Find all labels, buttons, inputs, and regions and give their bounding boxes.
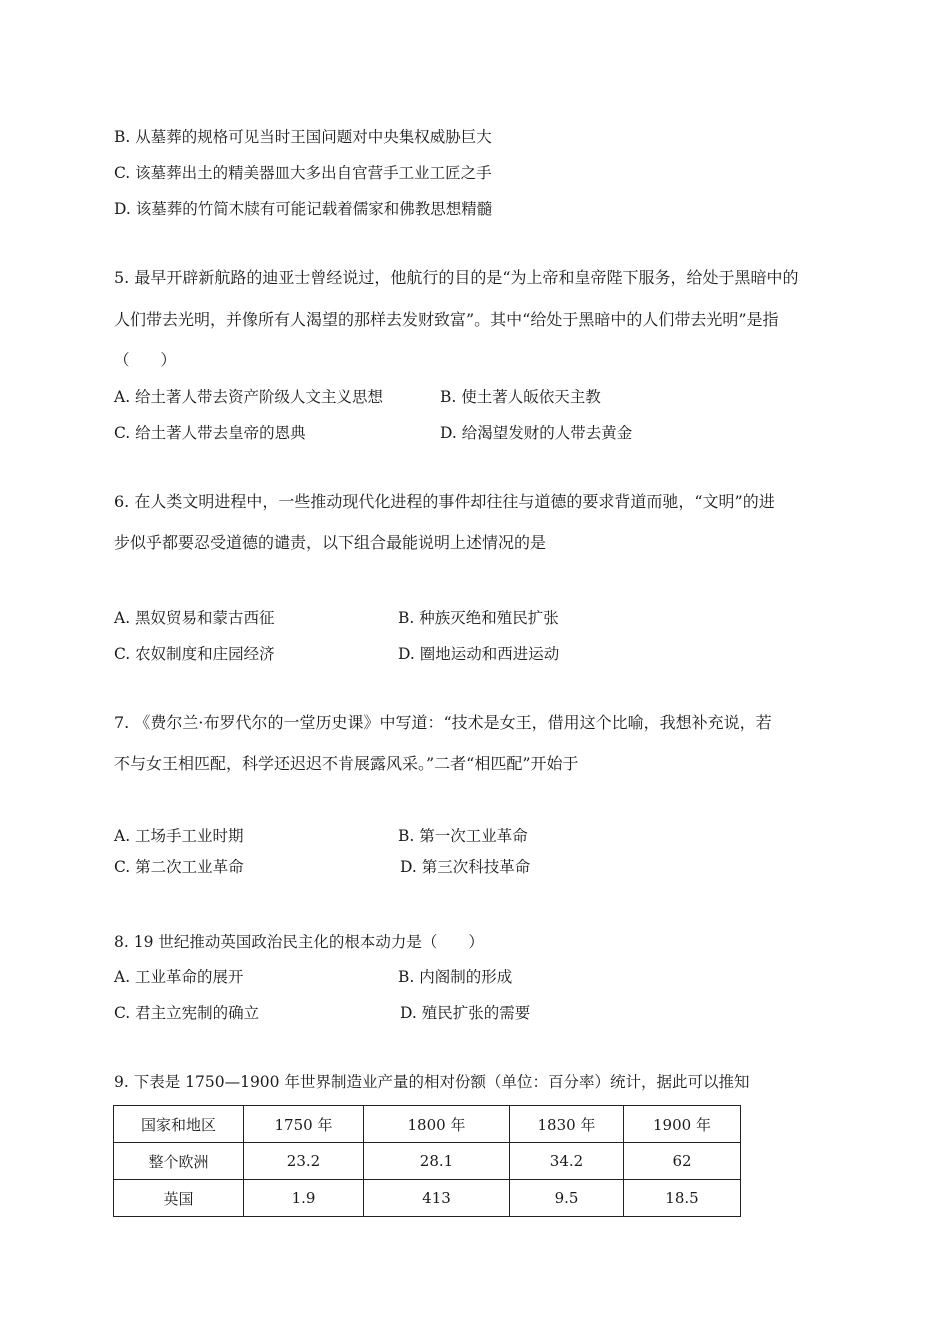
- q5-option-c: C. 给土著人带去皇帝的恩典: [114, 424, 306, 442]
- q8-stem: 8. 19 世纪推动英国政治民主化的根本动力是（ ）: [114, 933, 484, 951]
- table-cell: 18.5: [624, 1180, 741, 1217]
- manufacturing-share-table: [113, 1105, 741, 1217]
- q6-stem-line2: 步似乎都要忍受道德的谴责，以下组合最能说明上述情况的是: [114, 533, 547, 552]
- table-cell: 23.2: [244, 1143, 364, 1180]
- q8-option-b: B. 内阁制的形成: [398, 968, 513, 986]
- q8-option-c: C. 君主立宪制的确立: [114, 1004, 260, 1022]
- q4-option-b: B. 从墓葬的规格可见当时王国问题对中央集权威胁巨大: [114, 128, 492, 146]
- table-header-row: [114, 1106, 741, 1143]
- q4-option-c: C. 该墓葬出土的精美器皿大多出自官营手工业工匠之手: [114, 164, 492, 182]
- table-cell: 62: [624, 1143, 741, 1180]
- table-cell: 413: [364, 1180, 510, 1217]
- q5-option-a: A. 给土著人带去资产阶级人文主义思想: [114, 388, 384, 406]
- q6-option-b: B. 种族灭绝和殖民扩张: [398, 609, 559, 627]
- q7-stem-line2: 不与女王相匹配，科学还迟迟不肯展露风采。”二者“相匹配”开始于: [114, 754, 579, 773]
- q8-option-a: A. 工业革命的展开: [114, 968, 244, 986]
- q5-option-d: D. 给渴望发财的人带去黄金: [440, 424, 633, 442]
- table-cell: 整个欧洲: [114, 1143, 244, 1180]
- q7-stem-line1: 7. 《费尔兰·布罗代尔的一堂历史课》中写道：“技术是女王，借用这个比喻，我想补充说，若: [114, 713, 772, 732]
- table-cell: 34.2: [510, 1143, 624, 1180]
- q7-option-a: A. 工场手工业时期: [114, 827, 244, 845]
- table-cell: 28.1: [364, 1143, 510, 1180]
- q5-stem-line2: 人们带去光明，并像所有人渴望的那样去发财致富”。其中“给处于黑暗中的人们带去光明”是指: [114, 310, 779, 329]
- table-header-cell: 国家和地区: [114, 1106, 244, 1143]
- q5-stem-line1: 5. 最早开辟新航路的迪亚士曾经说过，他航行的目的是“为上帝和皇帝陛下服务，给处于黑暗中的: [114, 268, 799, 287]
- table-header-cell: 1830 年: [510, 1106, 624, 1143]
- q6-option-c: C. 农奴制度和庄园经济: [114, 645, 275, 663]
- table-header-cell: 1900 年: [624, 1106, 741, 1143]
- table-row: [114, 1143, 741, 1180]
- q7-option-c: C. 第二次工业革命: [114, 858, 244, 876]
- q7-option-d: D. 第三次科技革命: [400, 858, 531, 876]
- table-row: [114, 1180, 741, 1217]
- q6-option-a: A. 黑奴贸易和蒙古西征: [114, 609, 275, 627]
- table-cell: 1.9: [244, 1180, 364, 1217]
- table-header-cell: 1750 年: [244, 1106, 364, 1143]
- q6-stem-line1: 6. 在人类文明进程中，一些推动现代化进程的事件却往往与道德的要求背道而驰，“文明”的进: [114, 492, 775, 511]
- q8-option-d: D. 殖民扩张的需要: [400, 1004, 531, 1022]
- q6-option-d: D. 圈地运动和西进运动: [398, 645, 560, 663]
- q5-option-b: B. 使土著人皈依天主教: [440, 388, 601, 406]
- table-cell: 9.5: [510, 1180, 624, 1217]
- q5-answer-paren: （ ）: [114, 351, 177, 369]
- q7-option-b: B. 第一次工业革命: [398, 827, 528, 845]
- q4-option-d: D. 该墓葬的竹简木牍有可能记载着儒家和佛教思想精髓: [114, 200, 493, 218]
- table-cell: 英国: [114, 1180, 244, 1217]
- table-header-cell: 1800 年: [364, 1106, 510, 1143]
- q9-stem: 9. 下表是 1750—1900 年世界制造业产量的相对份额（单位：百分率）统计，据此可以推知: [114, 1073, 750, 1091]
